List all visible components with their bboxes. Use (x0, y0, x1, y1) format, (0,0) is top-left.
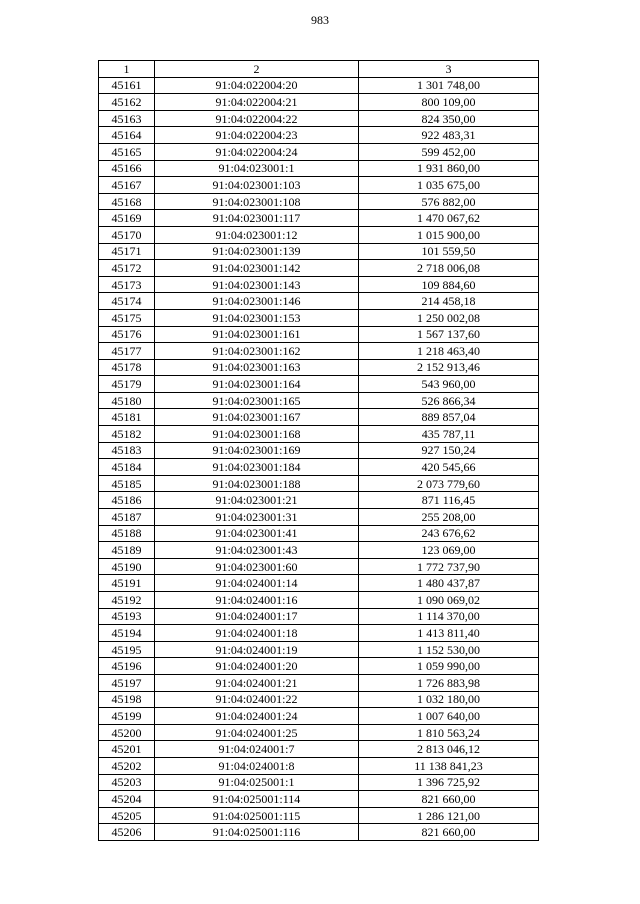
row-number-cell: 45186 (99, 492, 155, 509)
value-cell: 1 032 180,00 (359, 691, 539, 708)
cadastral-number-cell: 91:04:023001:188 (155, 475, 359, 492)
table-row (99, 309, 539, 326)
value-cell: 1 931 860,00 (359, 160, 539, 177)
cadastral-number-cell: 91:04:022004:23 (155, 127, 359, 144)
table-row (99, 392, 539, 409)
table-row (99, 243, 539, 260)
row-number-cell: 45193 (99, 608, 155, 625)
cadastral-number-cell: 91:04:025001:1 (155, 774, 359, 791)
value-cell: 543 960,00 (359, 376, 539, 393)
row-number-cell: 45189 (99, 542, 155, 559)
table-row (99, 525, 539, 542)
table-row (99, 359, 539, 376)
row-number-cell: 45185 (99, 475, 155, 492)
value-cell: 1 567 137,60 (359, 326, 539, 343)
row-number-cell: 45171 (99, 243, 155, 260)
table-row (99, 426, 539, 443)
cadastral-number-cell: 91:04:024001:17 (155, 608, 359, 625)
table-row (99, 127, 539, 144)
cadastral-number-cell: 91:04:025001:115 (155, 807, 359, 824)
table-row (99, 575, 539, 592)
value-cell: 101 559,50 (359, 243, 539, 260)
cadastral-number-cell: 91:04:025001:116 (155, 824, 359, 841)
table-row (99, 160, 539, 177)
cadastral-number-cell: 91:04:023001:41 (155, 525, 359, 542)
value-cell: 1 114 370,00 (359, 608, 539, 625)
row-number-cell: 45173 (99, 276, 155, 293)
page-number: 983 (311, 13, 329, 27)
row-number-cell: 45181 (99, 409, 155, 426)
row-number-cell: 45184 (99, 459, 155, 476)
column-header-2: 2 (155, 61, 359, 78)
cadastral-number-cell: 91:04:024001:16 (155, 592, 359, 609)
table-row (99, 708, 539, 725)
table-body (99, 77, 539, 840)
row-number-cell: 45165 (99, 143, 155, 160)
value-cell: 927 150,24 (359, 442, 539, 459)
value-cell: 1 059 990,00 (359, 658, 539, 675)
table-row (99, 343, 539, 360)
table-row (99, 558, 539, 575)
table-row (99, 226, 539, 243)
value-cell: 889 857,04 (359, 409, 539, 426)
value-cell: 2 152 913,46 (359, 359, 539, 376)
value-cell: 1 250 002,08 (359, 309, 539, 326)
value-cell: 1 152 530,00 (359, 641, 539, 658)
value-cell: 11 138 841,23 (359, 757, 539, 774)
table-header (99, 61, 539, 78)
value-cell: 526 866,34 (359, 392, 539, 409)
cadastral-number-cell: 91:04:024001:24 (155, 708, 359, 725)
row-number-cell: 45178 (99, 359, 155, 376)
table-row (99, 757, 539, 774)
column-header-3: 3 (359, 61, 539, 78)
value-cell: 435 787,11 (359, 426, 539, 443)
row-number-cell: 45196 (99, 658, 155, 675)
value-cell: 1 035 675,00 (359, 177, 539, 194)
row-number-cell: 45201 (99, 741, 155, 758)
row-number-cell: 45182 (99, 426, 155, 443)
cadastral-number-cell: 91:04:024001:8 (155, 757, 359, 774)
row-number-cell: 45204 (99, 791, 155, 808)
table-row (99, 641, 539, 658)
value-cell: 2 813 046,12 (359, 741, 539, 758)
row-number-cell: 45202 (99, 757, 155, 774)
table-row (99, 442, 539, 459)
cadastral-number-cell: 91:04:022004:24 (155, 143, 359, 160)
value-cell: 255 208,00 (359, 509, 539, 526)
cadastral-number-cell: 91:04:024001:18 (155, 625, 359, 642)
cadastral-number-cell: 91:04:023001:21 (155, 492, 359, 509)
row-number-cell: 45192 (99, 592, 155, 609)
cadastral-number-cell: 91:04:023001:142 (155, 260, 359, 277)
registry-table (98, 60, 539, 841)
row-number-cell: 45175 (99, 309, 155, 326)
cadastral-number-cell: 91:04:024001:20 (155, 658, 359, 675)
table-row (99, 77, 539, 94)
cadastral-number-cell: 91:04:023001:146 (155, 293, 359, 310)
table-row (99, 260, 539, 277)
cadastral-number-cell: 91:04:023001:103 (155, 177, 359, 194)
table-row (99, 492, 539, 509)
row-number-cell: 45206 (99, 824, 155, 841)
cadastral-number-cell: 91:04:023001:60 (155, 558, 359, 575)
cadastral-number-cell: 91:04:024001:14 (155, 575, 359, 592)
row-number-cell: 45163 (99, 110, 155, 127)
row-number-cell: 45188 (99, 525, 155, 542)
value-cell: 576 882,00 (359, 193, 539, 210)
cadastral-number-cell: 91:04:024001:19 (155, 641, 359, 658)
table-row (99, 177, 539, 194)
table-row (99, 691, 539, 708)
table-row (99, 608, 539, 625)
column-header-1: 1 (99, 61, 155, 78)
row-number-cell: 45187 (99, 509, 155, 526)
cadastral-number-cell: 91:04:023001:163 (155, 359, 359, 376)
row-number-cell: 45162 (99, 94, 155, 111)
value-cell: 1 413 811,40 (359, 625, 539, 642)
table-row (99, 376, 539, 393)
value-cell: 1 396 725,92 (359, 774, 539, 791)
value-cell: 1 480 437,87 (359, 575, 539, 592)
row-number-cell: 45174 (99, 293, 155, 310)
table-row (99, 658, 539, 675)
cadastral-number-cell: 91:04:023001:165 (155, 392, 359, 409)
value-cell: 1 218 463,40 (359, 343, 539, 360)
table-row (99, 293, 539, 310)
row-number-cell: 45170 (99, 226, 155, 243)
row-number-cell: 45180 (99, 392, 155, 409)
value-cell: 821 660,00 (359, 824, 539, 841)
cadastral-number-cell: 91:04:023001:108 (155, 193, 359, 210)
cadastral-number-cell: 91:04:024001:22 (155, 691, 359, 708)
cadastral-number-cell: 91:04:022004:22 (155, 110, 359, 127)
cadastral-number-cell: 91:04:023001:184 (155, 459, 359, 476)
cadastral-number-cell: 91:04:023001:162 (155, 343, 359, 360)
value-cell: 922 483,31 (359, 127, 539, 144)
value-cell: 2 718 006,08 (359, 260, 539, 277)
table-row (99, 193, 539, 210)
row-number-cell: 45164 (99, 127, 155, 144)
cadastral-number-cell: 91:04:023001:43 (155, 542, 359, 559)
table-row (99, 774, 539, 791)
row-number-cell: 45177 (99, 343, 155, 360)
value-cell: 2 073 779,60 (359, 475, 539, 492)
table-row (99, 674, 539, 691)
table-row (99, 542, 539, 559)
row-number-cell: 45161 (99, 77, 155, 94)
cadastral-number-cell: 91:04:023001:1 (155, 160, 359, 177)
value-cell: 420 545,66 (359, 459, 539, 476)
cadastral-number-cell: 91:04:024001:7 (155, 741, 359, 758)
row-number-cell: 45203 (99, 774, 155, 791)
value-cell: 1 007 640,00 (359, 708, 539, 725)
row-number-cell: 45198 (99, 691, 155, 708)
row-number-cell: 45176 (99, 326, 155, 343)
value-cell: 1 810 563,24 (359, 724, 539, 741)
table-row (99, 625, 539, 642)
cadastral-number-cell: 91:04:023001:167 (155, 409, 359, 426)
value-cell: 1 726 883,98 (359, 674, 539, 691)
value-cell: 599 452,00 (359, 143, 539, 160)
cadastral-number-cell: 91:04:023001:161 (155, 326, 359, 343)
value-cell: 1 286 121,00 (359, 807, 539, 824)
cadastral-number-cell: 91:04:024001:21 (155, 674, 359, 691)
value-cell: 821 660,00 (359, 791, 539, 808)
table-row (99, 509, 539, 526)
row-number-cell: 45195 (99, 641, 155, 658)
table-row (99, 807, 539, 824)
row-number-cell: 45191 (99, 575, 155, 592)
table-row (99, 210, 539, 227)
table-row (99, 724, 539, 741)
value-cell: 824 350,00 (359, 110, 539, 127)
cadastral-number-cell: 91:04:023001:139 (155, 243, 359, 260)
cadastral-number-cell: 91:04:023001:168 (155, 426, 359, 443)
row-number-cell: 45169 (99, 210, 155, 227)
value-cell: 1 301 748,00 (359, 77, 539, 94)
row-number-cell: 45166 (99, 160, 155, 177)
row-number-cell: 45199 (99, 708, 155, 725)
table-row (99, 592, 539, 609)
table-row (99, 459, 539, 476)
table-row (99, 326, 539, 343)
value-cell: 1 090 069,02 (359, 592, 539, 609)
value-cell: 800 109,00 (359, 94, 539, 111)
table-row (99, 824, 539, 841)
row-number-cell: 45179 (99, 376, 155, 393)
cadastral-number-cell: 91:04:022004:20 (155, 77, 359, 94)
table-row (99, 110, 539, 127)
row-number-cell: 45197 (99, 674, 155, 691)
table-row (99, 276, 539, 293)
row-number-cell: 45172 (99, 260, 155, 277)
table-row (99, 143, 539, 160)
value-cell: 1 470 067,62 (359, 210, 539, 227)
table-row (99, 741, 539, 758)
cadastral-number-cell: 91:04:022004:21 (155, 94, 359, 111)
value-cell: 214 458,18 (359, 293, 539, 310)
cadastral-number-cell: 91:04:023001:153 (155, 309, 359, 326)
row-number-cell: 45200 (99, 724, 155, 741)
row-number-cell: 45168 (99, 193, 155, 210)
header-row (99, 61, 539, 78)
row-number-cell: 45183 (99, 442, 155, 459)
row-number-cell: 45194 (99, 625, 155, 642)
table-row (99, 475, 539, 492)
cadastral-number-cell: 91:04:023001:12 (155, 226, 359, 243)
value-cell: 871 116,45 (359, 492, 539, 509)
cadastral-number-cell: 91:04:023001:117 (155, 210, 359, 227)
table-row (99, 409, 539, 426)
row-number-cell: 45205 (99, 807, 155, 824)
value-cell: 109 884,60 (359, 276, 539, 293)
cadastral-number-cell: 91:04:025001:114 (155, 791, 359, 808)
value-cell: 1 772 737,90 (359, 558, 539, 575)
row-number-cell: 45167 (99, 177, 155, 194)
row-number-cell: 45190 (99, 558, 155, 575)
value-cell: 243 676,62 (359, 525, 539, 542)
cadastral-number-cell: 91:04:023001:143 (155, 276, 359, 293)
table-row (99, 94, 539, 111)
cadastral-number-cell: 91:04:023001:169 (155, 442, 359, 459)
value-cell: 1 015 900,00 (359, 226, 539, 243)
table-row (99, 791, 539, 808)
value-cell: 123 069,00 (359, 542, 539, 559)
cadastral-number-cell: 91:04:023001:164 (155, 376, 359, 393)
cadastral-number-cell: 91:04:024001:25 (155, 724, 359, 741)
cadastral-number-cell: 91:04:023001:31 (155, 509, 359, 526)
